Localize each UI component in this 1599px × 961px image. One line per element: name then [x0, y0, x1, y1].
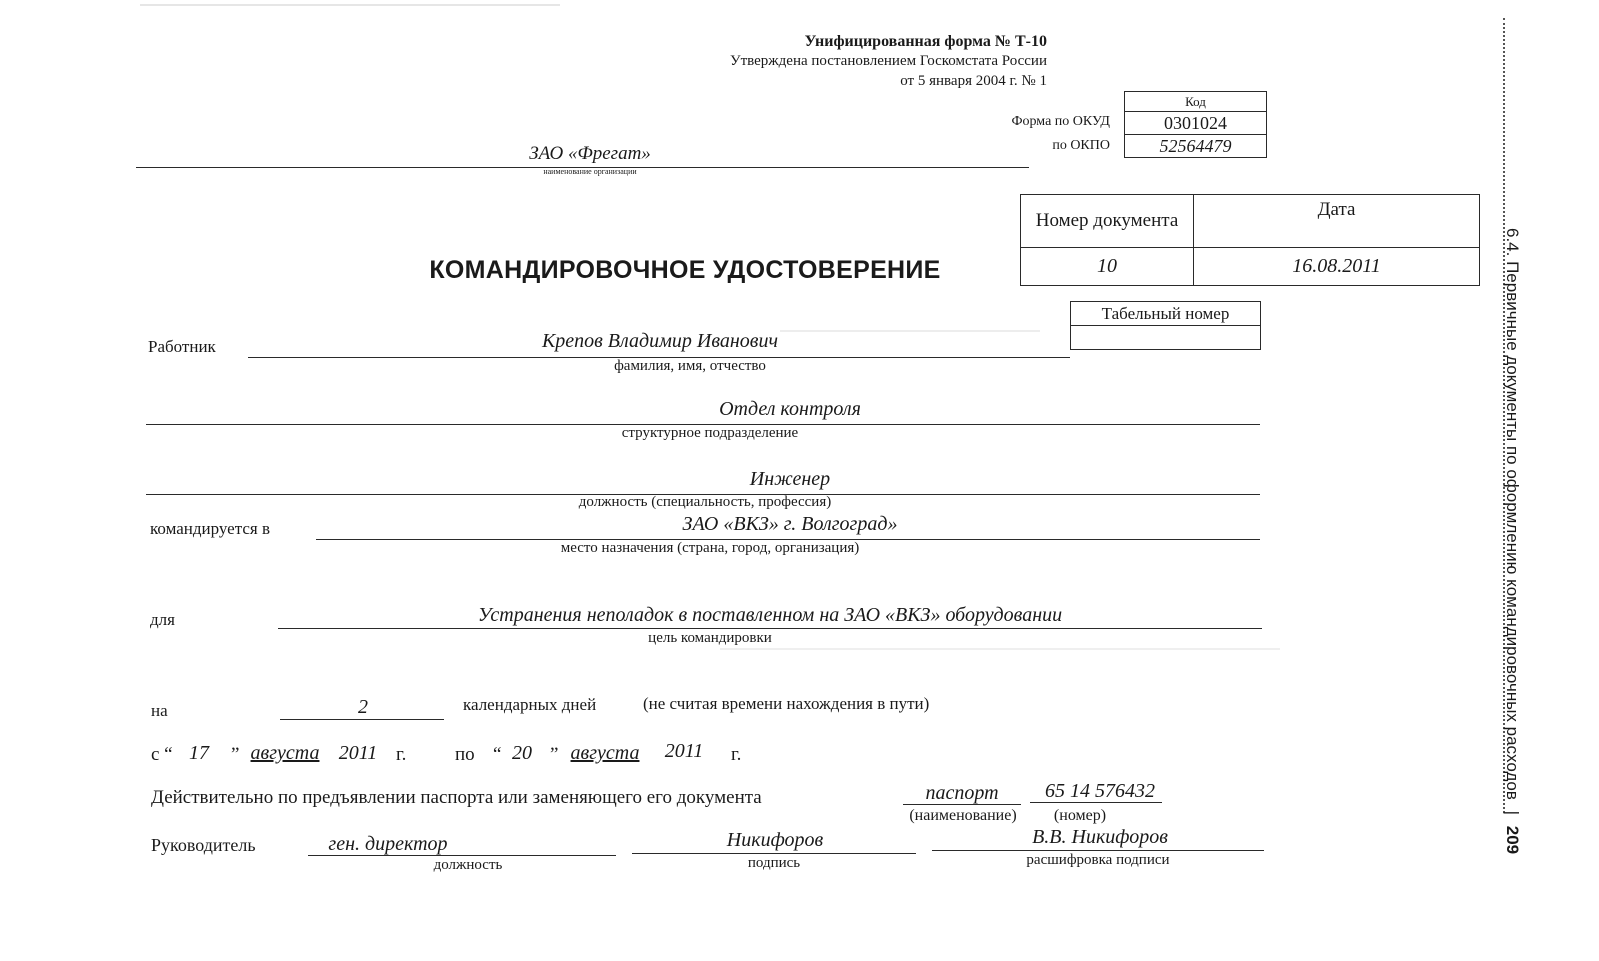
bleed-mark	[140, 4, 560, 6]
period-from-day: 17	[189, 742, 209, 764]
period-to-quote-open: “	[493, 744, 502, 765]
valid-doc-name: паспорт	[925, 782, 999, 804]
margin-chapter-heading	[1502, 228, 1522, 855]
head-label: Руководитель	[151, 835, 256, 855]
position-caption: должность (специальность, профессия)	[578, 494, 832, 510]
destination-label: командируется в	[150, 519, 270, 538]
destination-caption: место назначения (страна, город, организация)	[560, 540, 860, 556]
organization-caption: наименование организации	[543, 167, 637, 176]
code-table	[1124, 91, 1267, 158]
tabel-header: Табельный номер	[1071, 302, 1261, 326]
period-from-quote: ”	[231, 744, 240, 765]
head-signature: Никифоров	[726, 829, 824, 851]
approval-line: Утверждена постановлением Госкомстата России	[729, 53, 1047, 69]
number-header: Номер документа	[1021, 195, 1194, 248]
head-signature-line	[632, 853, 916, 854]
okud-value: 0301024	[1125, 112, 1267, 135]
head-position-caption: должность	[433, 857, 503, 873]
destination-value: ЗАО «ВКЗ» г. Волгоград»	[682, 513, 898, 535]
valid-number-caption: (номер)	[1053, 807, 1107, 824]
employee-name: Крепов Владимир Иванович	[541, 330, 779, 352]
tabel-value	[1071, 326, 1261, 350]
bleed-mark	[720, 648, 1280, 650]
head-position-line	[308, 855, 616, 856]
form-title: Унифицированная форма № Т-10	[804, 33, 1047, 50]
date-value: 16.08.2011	[1194, 248, 1480, 286]
document-number-table	[1020, 194, 1480, 286]
tabel-table	[1070, 301, 1261, 350]
duration-note: (не считая времени нахождения в пути)	[643, 694, 930, 713]
purpose-caption: цель командировки	[648, 630, 772, 646]
chapter-separator: |	[1503, 810, 1522, 816]
period-from-month: августа	[250, 742, 320, 764]
duration-label: на	[151, 701, 168, 720]
duration-days: 2	[358, 696, 368, 718]
approval-date: от 5 января 2004 г. № 1	[900, 73, 1047, 89]
purpose-value: Устранения неполадок в поставленном на ЗАО «ВКЗ» оборудовании	[477, 604, 1063, 626]
head-position: ген. директор	[328, 833, 448, 855]
page-number: 209	[1503, 825, 1522, 855]
okud-label: Форма по ОКУД	[1011, 114, 1110, 129]
employee-label: Работник	[148, 337, 216, 356]
chapter-title: 6.4. Первичные документы по оформлению командировочных расходов	[1503, 228, 1522, 800]
period-from-prefix: с “	[151, 744, 173, 765]
period-from-year: 2011	[338, 742, 378, 764]
duration-days-label: календарных дней	[463, 695, 597, 714]
period-to-year-suffix: г.	[731, 744, 742, 765]
period-to-year: 2011	[664, 740, 704, 762]
document-title: КОМАНДИРОВОЧНОЕ УДОСТОВЕРЕНИЕ	[429, 256, 941, 284]
period-to-day: 20	[512, 742, 532, 764]
purpose-label: для	[150, 610, 175, 629]
period-to-month: августа	[570, 742, 640, 764]
employee-name-caption: фамилия, имя, отчество	[614, 358, 766, 374]
department-value: Отдел контроля	[719, 398, 861, 420]
valid-doc-name-line	[903, 804, 1021, 805]
position-value: Инженер	[749, 468, 831, 490]
head-decoding-caption: расшифровка подписи	[1026, 852, 1170, 868]
period-to-quote: ”	[550, 744, 559, 765]
okpo-value: 52564479	[1125, 135, 1267, 158]
period-to-prefix: по	[455, 744, 475, 765]
number-value: 10	[1021, 248, 1194, 286]
organization-name: ЗАО «Фрегат»	[529, 143, 651, 164]
date-header: Дата	[1194, 195, 1480, 248]
valid-doc-number-line	[1030, 802, 1162, 803]
code-header: Код	[1125, 92, 1267, 112]
purpose-line	[278, 628, 1262, 629]
department-caption: структурное подразделение	[621, 425, 799, 441]
valid-text: Действительно по предъявлении паспорта или заменяющего его документа	[151, 787, 762, 808]
head-decoding: В.В. Никифоров	[1032, 826, 1168, 848]
head-signature-caption: подпись	[747, 855, 801, 871]
duration-days-line	[280, 719, 444, 720]
period-from-year-suffix: г.	[396, 744, 407, 765]
valid-doc-number: 65 14 576432	[1045, 780, 1155, 802]
okpo-label: по ОКПО	[1052, 138, 1110, 153]
head-decoding-line	[932, 850, 1264, 851]
valid-name-caption: (наименование)	[909, 807, 1017, 824]
